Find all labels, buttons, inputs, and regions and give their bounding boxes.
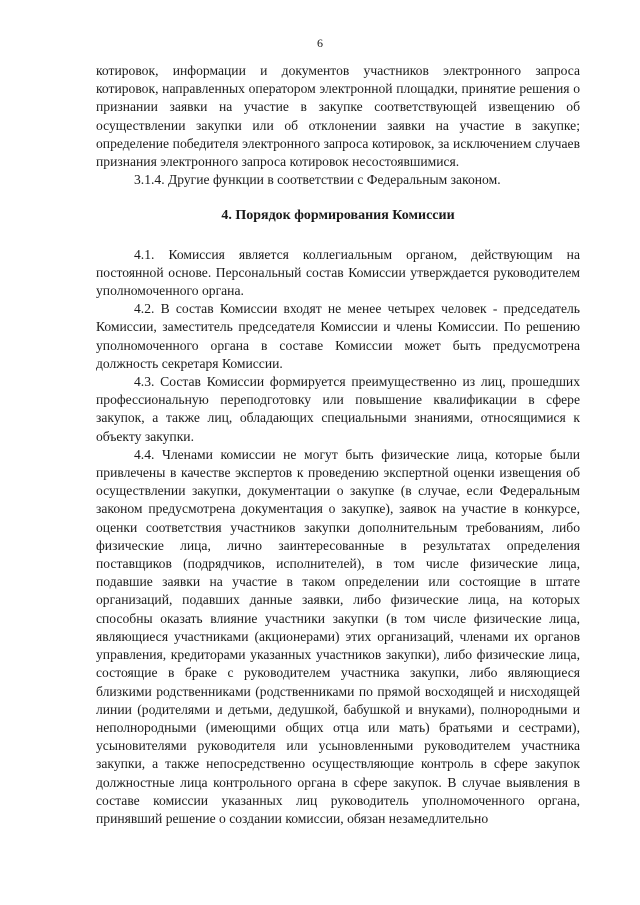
paragraph-continuation: котировок, информации и документов участников электронного запроса котировок, направленных оператором электронной площадки, принятие решения о признании заявки на участие в закупке соответствующей извещению об осуществлении закупки или об отклонении заявки на участие в закупке; определение победителя электронного запроса котировок, за исключением случаев признания электронного запроса котировок несостоявшимися. (96, 63, 580, 170)
paragraph-4-4: 4.4. Членами комиссии не могут быть физические лица, которые были привлечены в качестве экспертов к проведению экспертной оценки извещения об осуществлении закупки, документации о закупке (в случае, если Федеральным законом предусмотрена документация о закупке), заявок на участие в конкурсе, оценки соответствия участников закупки дополнительным требованиям, либо физические лица, лично заинтересованные в результатах определения поставщиков (подрядчиков, исполнителей), в том числе физические лица, подавшие заявки на участие в таком определении или состоящие в штате организаций, подавших данные заявки, либо физические лица, на которых способны оказать влияние участники закупки (в том числе физические лица, являющиеся участниками (акционерами) этих организаций, членами их органов управления, кредиторами указанных участников закупки), либо физические лица, состоящие в браке с руководителем участника закупки, либо являющиеся близкими родственниками (родственниками по прямой восходящей и нисходящей линии (родителями и детьми, дедушкой, бабушкой и внуками), полнородными и неполнородными (имеющими общих отца или мать) братьями и сестрами), усыновителями руководителя или усыновленными руководителем участника закупки, а также непосредственно осуществляющие контроль в сфере закупок должностные лица контрольного органа в сфере закупок. В случае выявления в составе комиссии указанных лиц руководитель уполномоченного органа, принявший решение о создании комиссии, обязан незамедлительно (96, 446, 580, 826)
paragraph-4-3: 4.3. Состав Комиссии формируется преимущественно из лиц, прошедших профессиональную переподготовку или повышение квалификации в сфере закупок, а также лиц, обладающих специальными знаниями, относящимися к объекту закупки. (96, 374, 580, 444)
page-number: 6 (317, 36, 323, 50)
section-heading: 4. Порядок формирования Комиссии (221, 208, 455, 224)
paragraph-4-2: 4.2. В состав Комиссии входят не менее четырех человек - председатель Комиссии, заместитель председателя Комиссии и члены Комиссии. По решению уполномоченного органа в составе Комиссии может быть предусмотрена должность секретаря Комиссии. (96, 301, 580, 371)
document-body (96, 62, 580, 828)
paragraph-3-1-4: 3.1.4. Другие функции в соответствии с Федеральным законом. (134, 172, 501, 188)
paragraph-4-1: 4.1. Комиссия является коллегиальным органом, действующим на постоянной основе. Персональный состав Комиссии утверждается руководителем уполномоченного органа. (96, 246, 580, 299)
